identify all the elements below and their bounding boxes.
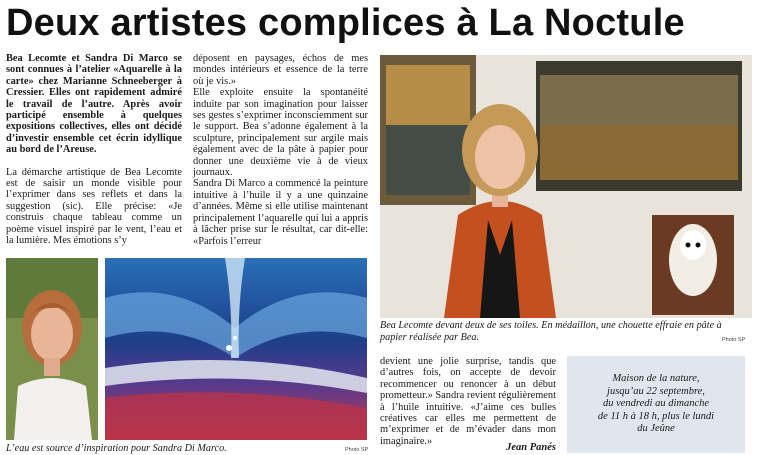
info-line-3: du vendredi au dimanche: [602, 398, 710, 409]
info-line-5: du Jeûne: [637, 423, 675, 434]
article-intro: Bea Lecomte et Sandra Di Marco se sont connues à l’atelier «Aquarelle à la carte» chez Marianne Schneeberger à Cressier. Elles ont rapidement admiré le travail de l’autre. Après avoir participé ensemble à quelques expositions collectives, elles ont décidé d’investir ensemble cet écrin idyllique au bord de l’Areuse.: [6, 53, 182, 156]
bea-lecomte-photo: [380, 55, 752, 318]
headline: Deux artistes complices à La Noctule: [6, 2, 685, 44]
info-line-1: Maison de la nature,: [612, 373, 700, 384]
article-body-col2-p1: déposent en paysages, échos de mes mondes intérieurs et essence de la terre où je vis.»: [193, 53, 368, 87]
article-column-2: [193, 53, 368, 247]
byline: Jean Panés: [506, 442, 556, 453]
photo-credit-left: Photo SP: [345, 447, 369, 453]
article-column-1: [6, 53, 182, 247]
article-body-col3: devient une jolie surprise, tandis que d’autres fois, on accepte de devoir recommencer ou renoncer à un début prometteur.» Sandra revient régulièrement à l’huile intuitive. «J’aime ces bulles créatives car elles me permettent de m’exprimer et de m’évader dans mon imaginaire.»: [380, 356, 556, 447]
article-column-3: [380, 356, 556, 447]
info-line-4: de 11 h à 18 h, plus le lundi: [597, 410, 715, 422]
article-body-col1: La démarche artistique de Bea Lecomte est de saisir un monde visible pour l’exprimer dans ses reflets et dans la suggestion (sic). Elle précise: «Je construis chaque tableau comme un poème visuel inspiré par le vent, l’eau et la lumière. Mes émotions s’y: [6, 166, 182, 247]
painting-sandra-photo: [105, 258, 367, 440]
caption-sandra: L’eau est source d’inspiration pour Sandra Di Marco.: [6, 443, 227, 454]
caption-bea: Bea Lecomte devant deux de ses toiles. En médaillon, une chouette effraie en pâte à papier réalisée par Bea.: [380, 320, 722, 343]
info-line-2: jusqu’au 22 septembre,: [607, 385, 705, 397]
portrait-sandra-photo: [6, 258, 98, 440]
photo-credit-right: Photo SP: [722, 337, 746, 343]
article-body-col2-p3: Sandra Di Marco a commencé la peinture intuitive à l’huile il y a une quinzaine d’années. Même si elle utilise maintenant principalement l’aquarelle qui lui a appris à lâcher prise sur le résultat, car dit-elle: «Parfois l’erreur: [193, 178, 368, 247]
article-body-col2-p2: Elle exploite ensuite la spontanéité induite par son imagination pour laisser ses gestes s’exprimer inconsciemment sur le support. Bea s’adonne également à la sculpture, principalement sur argile mais également avec de la pâte à papier pour donner une deuxième vie à de vieux journaux.: [193, 87, 368, 179]
info-box: [567, 356, 745, 453]
